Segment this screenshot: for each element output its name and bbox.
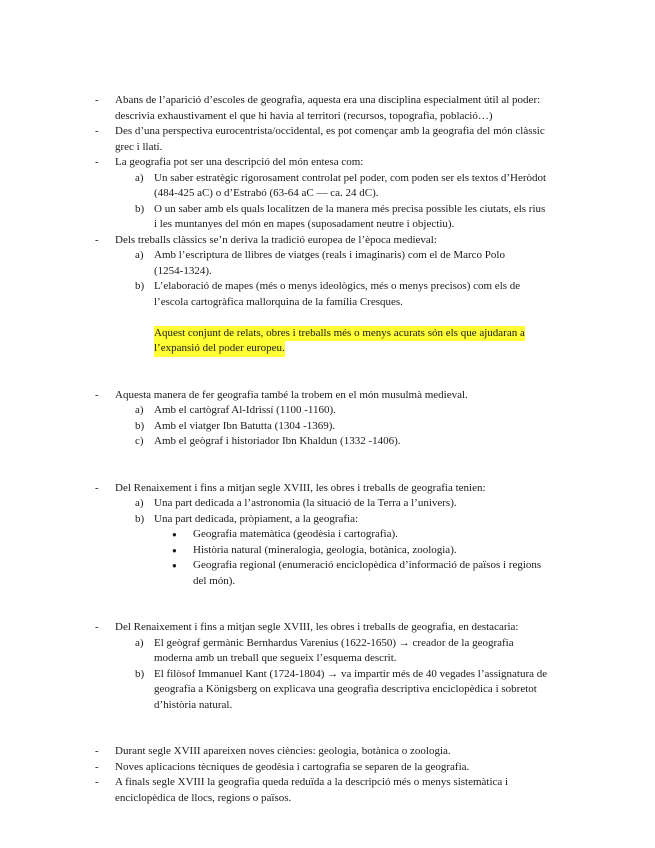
list-dash: - — [95, 388, 99, 401]
bullet-item-text: Història natural (mineralogia, geologia, botànica, zoologia). — [193, 543, 457, 556]
sublist-marker: c) — [135, 435, 144, 447]
sublist-marker: b) — [135, 667, 145, 680]
list-item-text: descrivia exhaustivament el que hi havia al territori (recursos, topografia, població…) — [115, 109, 493, 122]
sublist-item-text: (484-425 aC) o d’Estrabó (63-64 aC — ca. 24 dC). — [154, 187, 379, 199]
list-dash: - — [95, 776, 99, 788]
sublist-marker: a) — [135, 636, 144, 649]
bullet-item-text: Geografia regional (enumeració enciclopèdica d’informació de països i regions — [193, 559, 542, 571]
sublist-item-text: moderna amb un treball que segueix l’esquema descrit. — [154, 652, 397, 664]
bullet-icon: ● — [172, 545, 177, 555]
list-item-text: Aquesta manera de fer geografia també la trobem en el món musulmà medieval. — [115, 388, 468, 401]
sublist-marker: b) — [135, 280, 145, 292]
sublist-item-text: El geògraf germànic Bernhardus Varenius (1622-1650) → creador de la geografia — [154, 636, 514, 649]
sublist-item-text: (1254-1324). — [154, 264, 212, 277]
sublist-marker: b) — [135, 419, 145, 432]
list-dash: - — [95, 94, 99, 106]
sublist-item-text: O un saber amb els quals localitzen de la manera més precisa possible les ciutats, els rius — [154, 202, 546, 215]
sublist-item-text: Una part dedicada a l’astronomia (la situació de la Terra a l’univers). — [154, 497, 457, 509]
list-item-text: Abans de l’aparició d’escoles de geografia, aquesta era una disciplina especialment útil al poder: — [115, 94, 541, 106]
list-dash: - — [95, 621, 99, 633]
sublist-item-text: Amb l’escriptura de llibres de viatges (reals i imaginaris) com el de Marco Polo — [154, 249, 505, 261]
sublist-item-text: Amb el geògraf i historiador Ibn Khaldun (1332 -1406). — [154, 435, 401, 447]
bullet-item-text: del món). — [193, 574, 236, 587]
list-item-text: Del Renaixement i fins a mitjan segle XVIII, les obres i treballs de geografia tenien: — [115, 481, 486, 494]
bullet-icon: ● — [172, 530, 177, 539]
list-item-text: grec i llatí. — [115, 140, 163, 153]
list-dash: - — [95, 156, 99, 168]
bullet-item-text: Geografia matemàtica (geodèsia i cartografia). — [193, 528, 398, 540]
sublist-item-text: Amb el viatger Ibn Batutta (1304 -1369). — [154, 419, 336, 432]
sublist-item-text: d’història natural. — [154, 698, 233, 711]
list-item-text: Des d’una perspectiva eurocentrista/occidental, es pot començar amb la geografia del món clàssic — [115, 125, 545, 137]
sublist-marker: b) — [135, 202, 145, 215]
list-item-text: Durant segle XVIII apareixen noves ciències: geologia, botànica o zoologia. — [115, 745, 451, 757]
list-item-text: A finals segle XVIII la geografia queda reduïda a la descripció més o menys sistemàtica i — [115, 776, 509, 788]
list-item-text: Dels treballs clàssics se’n deriva la tradició europea de l’època medieval: — [115, 233, 437, 246]
list-dash: - — [95, 760, 99, 773]
list-item-text: Noves aplicacions tècniques de geodèsia i cartografia se separen de la geografia. — [115, 760, 470, 773]
list-dash: - — [95, 481, 99, 494]
list-item-text: Del Renaixement i fins a mitjan segle XVIII, les obres i treballs de geografia, en destacaria: — [115, 621, 519, 633]
sublist-marker: a) — [135, 497, 144, 509]
sublist-item-text: Una part dedicada, pròpiament, a la geografia: — [154, 512, 359, 525]
sublist-item-text: Amb el cartògraf Al-Idrissí (1100 -1160). — [154, 404, 336, 416]
sublist-marker: b) — [135, 512, 145, 525]
sublist-item-text: L’elaboració de mapes (més o menys ideològics, més o menys precisos) com els de — [154, 280, 521, 292]
list-dash: - — [95, 233, 99, 246]
highlighted-text: l’expansió del poder europeu. — [154, 341, 285, 357]
sublist-marker: a) — [135, 171, 144, 184]
list-dash: - — [95, 745, 99, 757]
highlighted-text: Aquest conjunt de relats, obres i treballs més o menys acurats són els que ajudaran a — [154, 326, 525, 342]
sublist-marker: a) — [135, 404, 144, 416]
sublist-item-text: l’escola cartogràfica mallorquina de la família Cresques. — [154, 295, 403, 308]
list-item-text: enciclopèdica de llocs, regions o països. — [115, 791, 292, 804]
bullet-icon: ● — [172, 561, 177, 570]
sublist-item-text: Un saber estratègic rigorosament controlat pel poder, com poden ser els textos d’Heròdot — [154, 171, 547, 184]
sublist-item-text: geografia a Königsberg on explicava una geografia descriptiva enciclopèdica i sobretot — [154, 683, 537, 695]
sublist-marker: a) — [135, 249, 144, 261]
sublist-item-text: El filòsof Immanuel Kant (1724-1804) → va impartir més de 40 vegades l’assignatura de — [154, 667, 548, 680]
list-item-text: La geografia pot ser una descripció del món entesa com: — [115, 156, 364, 168]
list-dash: - — [95, 125, 99, 137]
sublist-item-text: i les muntanyes del món en mapes (suposadament neutre i objectiu). — [154, 218, 455, 230]
